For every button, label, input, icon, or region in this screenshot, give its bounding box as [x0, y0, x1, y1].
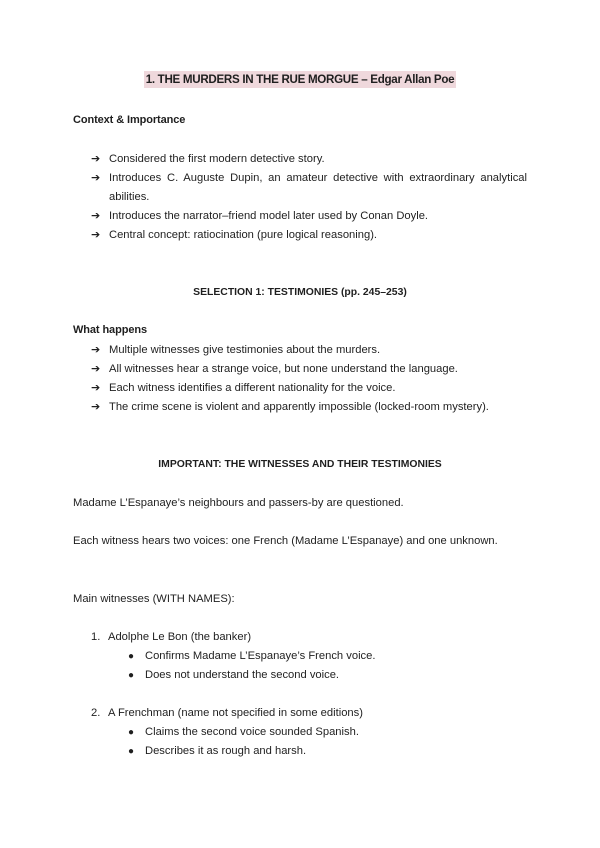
- paragraph-neighbours: Madame L’Espanaye’s neighbours and passers-by are questioned.: [73, 497, 404, 509]
- what-happens-heading: What happens: [73, 324, 147, 336]
- list-item: ➔ Introduces the narrator–friend model later used by Conan Doyle.: [91, 207, 527, 226]
- arrow-icon: ➔: [91, 153, 101, 165]
- witness-name: Adolphe Le Bon (the banker): [108, 631, 252, 643]
- list-item: ➔ The crime scene is violent and apparently impossible (locked-room mystery).: [91, 398, 527, 417]
- list-item: ➔ Central concept: ratiocination (pure logical reasoning).: [91, 226, 527, 245]
- list-item: ➔ All witnesses hear a strange voice, but none understand the language.: [91, 360, 527, 379]
- arrow-icon: ➔: [91, 229, 101, 241]
- list-item: ● Claims the second voice sounded Spanish.: [127, 723, 527, 742]
- what-happens-list: [91, 341, 527, 417]
- list-item: ● Describes it as rough and harsh.: [127, 742, 527, 761]
- arrow-icon: ➔: [91, 382, 101, 394]
- important-heading: IMPORTANT: THE WITNESSES AND THEIR TESTIMONIES: [158, 459, 442, 470]
- list-item: ➔ Considered the first modern detective story.: [91, 150, 527, 169]
- context-heading: Context & Importance: [73, 114, 186, 126]
- context-list: [91, 150, 527, 245]
- witness-number: 2.: [91, 707, 101, 719]
- bullet-icon: ●: [128, 727, 135, 738]
- title-text: 1. THE MURDERS IN THE RUE MORGUE – Edgar Allan Poe: [145, 73, 455, 86]
- list-item: ➔ Multiple witnesses give testimonies about the murders.: [91, 341, 527, 360]
- witness-name: A Frenchman (name not specified in some editions): [108, 707, 363, 719]
- arrow-icon: ➔: [91, 344, 101, 356]
- arrow-icon: ➔: [91, 210, 101, 222]
- arrow-icon: ➔: [91, 401, 101, 413]
- list-item: ● Confirms Madame L’Espanaye’s French voice.: [127, 647, 527, 666]
- selection-heading: SELECTION 1: TESTIMONIES (pp. 245–253): [193, 287, 407, 298]
- witness-1-title: [91, 628, 251, 647]
- list-item: ● Does not understand the second voice.: [127, 666, 527, 685]
- witness-1-points: [127, 647, 527, 685]
- arrow-icon: ➔: [91, 172, 101, 184]
- bullet-icon: ●: [128, 651, 135, 662]
- list-item: ➔ Each witness identifies a different nationality for the voice.: [91, 379, 527, 398]
- witness-number: 1.: [91, 631, 101, 643]
- witness-2-points: [127, 723, 527, 761]
- document-title: [0, 73, 600, 86]
- paragraph-main-witnesses: Main witnesses (WITH NAMES):: [73, 593, 235, 605]
- paragraph-two-voices: Each witness hears two voices: one French (Madame L’Espanaye) and one unknown.: [73, 535, 498, 547]
- bullet-icon: ●: [128, 746, 135, 757]
- list-item: ➔ Introduces C. Auguste Dupin, an amateur detective with extraordinary analytical abilities.: [91, 169, 527, 207]
- witness-2-title: [91, 704, 363, 723]
- bullet-icon: ●: [128, 670, 135, 681]
- arrow-icon: ➔: [91, 363, 101, 375]
